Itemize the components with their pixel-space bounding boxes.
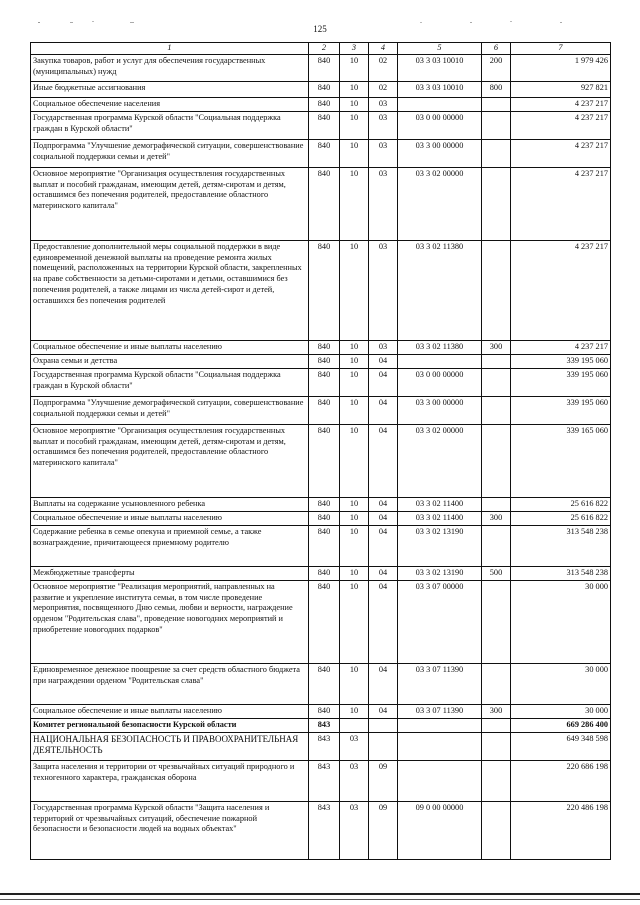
- ministry-code-cell: 840: [309, 354, 340, 368]
- ministry-code-cell: 840: [309, 396, 340, 424]
- expense-type-code-cell: [482, 354, 511, 368]
- row-name-cell: Охрана семьи и детства: [31, 354, 309, 368]
- target-article-code-cell: 03 3 00 00000: [398, 139, 482, 167]
- section-code-cell: 03: [340, 801, 369, 859]
- ministry-code-cell: 840: [309, 340, 340, 354]
- ministry-code-cell: 840: [309, 704, 340, 718]
- target-article-code-cell: 03 3 03 10010: [398, 81, 482, 97]
- target-article-code-cell: 03 0 00 00000: [398, 368, 482, 396]
- expense-type-code-cell: [482, 718, 511, 732]
- expense-type-code-cell: [482, 424, 511, 497]
- subsection-code-cell: 02: [369, 81, 398, 97]
- row-name-cell: Социальное обеспечение и иные выплаты населению: [31, 340, 309, 354]
- table-row: [31, 139, 611, 167]
- table-row: [31, 525, 611, 566]
- amount-cell: 220 686 198: [511, 760, 611, 801]
- subsection-code-cell: 03: [369, 97, 398, 111]
- subsection-code-cell: 03: [369, 111, 398, 139]
- ministry-code-cell: 843: [309, 801, 340, 859]
- amount-cell: 4 237 217: [511, 97, 611, 111]
- amount-cell: 1 979 426: [511, 54, 611, 81]
- expense-type-code-cell: [482, 525, 511, 566]
- amount-cell: 313 548 238: [511, 525, 611, 566]
- column-header: 6: [482, 43, 511, 55]
- target-article-code-cell: 03 3 02 00000: [398, 167, 482, 240]
- column-number-row: [31, 43, 611, 55]
- amount-cell: 339 165 060: [511, 424, 611, 497]
- table-row: [31, 732, 611, 760]
- subsection-code-cell: 03: [369, 139, 398, 167]
- subsection-code-cell: 03: [369, 240, 398, 340]
- expense-type-code-cell: 500: [482, 566, 511, 580]
- subsection-code-cell: 09: [369, 760, 398, 801]
- expense-type-code-cell: [482, 732, 511, 760]
- column-header: 1: [31, 43, 309, 55]
- ministry-code-cell: 840: [309, 111, 340, 139]
- table-row: [31, 580, 611, 663]
- target-article-code-cell: 03 3 02 11380: [398, 240, 482, 340]
- column-header: 5: [398, 43, 482, 55]
- expense-type-code-cell: [482, 760, 511, 801]
- ministry-code-cell: 840: [309, 97, 340, 111]
- section-code-cell: 10: [340, 54, 369, 81]
- target-article-code-cell: 03 3 07 11390: [398, 704, 482, 718]
- target-article-code-cell: [398, 718, 482, 732]
- target-article-code-cell: 03 3 02 00000: [398, 424, 482, 497]
- expense-type-code-cell: [482, 396, 511, 424]
- column-header: 4: [369, 43, 398, 55]
- amount-cell: 220 486 198: [511, 801, 611, 859]
- table-row: [31, 497, 611, 511]
- row-name-cell: Государственная программа Курской области "Защита населения и территорий от чрезвычайных ситуаций, обеспечение пожарной безопасности и безопасности людей на водных объектах": [31, 801, 309, 859]
- column-header: 7: [511, 43, 611, 55]
- row-name-cell: Основное мероприятие "Организация осуществления государственных выплат и пособий гражданам, имеющим детей, детям-сиротам и детям, оставшимся без попечения родителей, предоставление областного материнского капитала": [31, 424, 309, 497]
- target-article-code-cell: 03 3 07 11390: [398, 663, 482, 704]
- ministry-code-cell: 840: [309, 167, 340, 240]
- subsection-code-cell: 02: [369, 54, 398, 81]
- section-code-cell: 10: [340, 111, 369, 139]
- target-article-code-cell: [398, 760, 482, 801]
- expense-type-code-cell: 300: [482, 704, 511, 718]
- target-article-code-cell: 03 3 02 13190: [398, 525, 482, 566]
- ministry-code-cell: 840: [309, 566, 340, 580]
- target-article-code-cell: 03 3 02 11400: [398, 511, 482, 525]
- expense-type-code-cell: 300: [482, 340, 511, 354]
- ministry-code-cell: 840: [309, 663, 340, 704]
- row-name-cell: Выплаты на содержание усыновленного ребенка: [31, 497, 309, 511]
- ministry-code-cell: 840: [309, 240, 340, 340]
- ministry-code-cell: 840: [309, 580, 340, 663]
- ministry-code-cell: 843: [309, 760, 340, 801]
- subsection-code-cell: 04: [369, 566, 398, 580]
- target-article-code-cell: 03 3 02 13190: [398, 566, 482, 580]
- row-name-cell: Комитет региональной безопасности Курской области: [31, 718, 309, 732]
- amount-cell: 927 821: [511, 81, 611, 97]
- target-article-code-cell: [398, 354, 482, 368]
- subsection-code-cell: 03: [369, 340, 398, 354]
- subsection-code-cell: 04: [369, 704, 398, 718]
- column-header: 3: [340, 43, 369, 55]
- amount-cell: 4 237 217: [511, 340, 611, 354]
- table-row: [31, 340, 611, 354]
- expense-type-code-cell: [482, 167, 511, 240]
- section-code-cell: 10: [340, 663, 369, 704]
- section-code-cell: 10: [340, 566, 369, 580]
- table-row: [31, 718, 611, 732]
- subsection-code-cell: 04: [369, 525, 398, 566]
- table-row: [31, 663, 611, 704]
- table-row: [31, 167, 611, 240]
- target-article-code-cell: 03 3 02 11380: [398, 340, 482, 354]
- expense-type-code-cell: [482, 663, 511, 704]
- amount-cell: 30 000: [511, 704, 611, 718]
- section-code-cell: 03: [340, 760, 369, 801]
- amount-cell: 649 348 598: [511, 732, 611, 760]
- section-code-cell: 03: [340, 732, 369, 760]
- section-code-cell: 10: [340, 525, 369, 566]
- table-row: [31, 368, 611, 396]
- row-name-cell: Межбюджетные трансферты: [31, 566, 309, 580]
- amount-cell: 4 237 217: [511, 167, 611, 240]
- amount-cell: 25 616 822: [511, 511, 611, 525]
- expense-type-code-cell: [482, 580, 511, 663]
- row-name-cell: Закупка товаров, работ и услуг для обеспечения государственных (муниципальных) нужд: [31, 54, 309, 81]
- budget-table: [30, 42, 611, 860]
- ministry-code-cell: 843: [309, 732, 340, 760]
- amount-cell: 339 195 060: [511, 396, 611, 424]
- section-code-cell: 10: [340, 240, 369, 340]
- row-name-cell: Подпрограмма "Улучшение демографической ситуации, совершенствование социальной поддержки семьи и детей": [31, 396, 309, 424]
- subsection-code-cell: 04: [369, 424, 398, 497]
- subsection-code-cell: 04: [369, 511, 398, 525]
- section-code-cell: 10: [340, 167, 369, 240]
- section-code-cell: 10: [340, 704, 369, 718]
- subsection-code-cell: 04: [369, 368, 398, 396]
- section-code-cell: 10: [340, 354, 369, 368]
- target-article-code-cell: [398, 732, 482, 760]
- table-row: [31, 511, 611, 525]
- amount-cell: 25 616 822: [511, 497, 611, 511]
- section-code-cell: 10: [340, 139, 369, 167]
- section-code-cell: 10: [340, 396, 369, 424]
- section-code-cell: 10: [340, 368, 369, 396]
- page-number: 125: [313, 24, 327, 34]
- section-code-cell: 10: [340, 424, 369, 497]
- expense-type-code-cell: [482, 97, 511, 111]
- subsection-code-cell: [369, 732, 398, 760]
- subsection-code-cell: [369, 718, 398, 732]
- expense-type-code-cell: [482, 368, 511, 396]
- ministry-code-cell: 840: [309, 54, 340, 81]
- table-row: [31, 704, 611, 718]
- table-row: [31, 54, 611, 81]
- target-article-code-cell: 03 3 07 00000: [398, 580, 482, 663]
- subsection-code-cell: 04: [369, 396, 398, 424]
- table-row: [31, 396, 611, 424]
- expense-type-code-cell: [482, 139, 511, 167]
- subsection-code-cell: 03: [369, 167, 398, 240]
- row-name-cell: Защита населения и территории от чрезвычайных ситуаций природного и техногенного характера, гражданская оборона: [31, 760, 309, 801]
- target-article-code-cell: 09 0 00 00000: [398, 801, 482, 859]
- amount-cell: 669 286 400: [511, 718, 611, 732]
- amount-cell: 4 237 217: [511, 139, 611, 167]
- ministry-code-cell: 840: [309, 424, 340, 497]
- ministry-code-cell: 843: [309, 718, 340, 732]
- row-name-cell: Государственная программа Курской области "Социальная поддержка граждан в Курской области": [31, 111, 309, 139]
- section-code-cell: 10: [340, 81, 369, 97]
- row-name-cell: Основное мероприятие "Организация осуществления государственных выплат и пособий гражданам, имеющим детей, детям-сиротам и детям, оставшимся без попечения родителей, предоставление областного материнского капитала": [31, 167, 309, 240]
- expense-type-code-cell: [482, 497, 511, 511]
- table-row: [31, 760, 611, 801]
- page-bottom-border: [0, 893, 640, 895]
- amount-cell: 30 000: [511, 663, 611, 704]
- subsection-code-cell: 09: [369, 801, 398, 859]
- amount-cell: 313 548 238: [511, 566, 611, 580]
- expense-type-code-cell: 200: [482, 54, 511, 81]
- row-name-cell: Социальное обеспечение населения: [31, 97, 309, 111]
- target-article-code-cell: 03 3 03 10010: [398, 54, 482, 81]
- table-row: [31, 801, 611, 859]
- target-article-code-cell: 03 3 00 00000: [398, 396, 482, 424]
- ministry-code-cell: 840: [309, 497, 340, 511]
- ministry-code-cell: 840: [309, 525, 340, 566]
- ministry-code-cell: 840: [309, 368, 340, 396]
- row-name-cell: Социальное обеспечение и иные выплаты населению: [31, 704, 309, 718]
- row-name-cell: Подпрограмма "Улучшение демографической ситуации, совершенствование социальной поддержки семьи и детей": [31, 139, 309, 167]
- ministry-code-cell: 840: [309, 139, 340, 167]
- section-code-cell: 10: [340, 97, 369, 111]
- section-code-cell: 10: [340, 497, 369, 511]
- scan-noise: [0, 12, 640, 18]
- row-name-cell: Основное мероприятие "Реализация мероприятий, направленных на развитие и укрепление института семьи, в том числе проведение мероприятия, посвященного Дню семьи, любви и верности, награждение орденом "Родительская слава", проведение новогодних мероприятий и приобретение новогодних подарков": [31, 580, 309, 663]
- amount-cell: 339 195 060: [511, 354, 611, 368]
- row-name-cell: Единовременное денежное поощрение за счет средств областного бюджета при награждении орденом "Родительская слава": [31, 663, 309, 704]
- section-code-cell: 10: [340, 580, 369, 663]
- row-name-cell: Социальное обеспечение и иные выплаты населению: [31, 511, 309, 525]
- subsection-code-cell: 04: [369, 354, 398, 368]
- subsection-code-cell: 04: [369, 663, 398, 704]
- table-row: [31, 111, 611, 139]
- row-name-cell: Иные бюджетные ассигнования: [31, 81, 309, 97]
- table-row: [31, 240, 611, 340]
- expense-type-code-cell: [482, 240, 511, 340]
- table-row: [31, 81, 611, 97]
- subsection-code-cell: 04: [369, 497, 398, 511]
- row-name-cell: Государственная программа Курской области "Социальная поддержка граждан в Курской области": [31, 368, 309, 396]
- amount-cell: 4 237 217: [511, 240, 611, 340]
- amount-cell: 4 237 217: [511, 111, 611, 139]
- row-name-cell: НАЦИОНАЛЬНАЯ БЕЗОПАСНОСТЬ И ПРАВООХРАНИТЕЛЬНАЯ ДЕЯТЕЛЬНОСТЬ: [31, 732, 309, 760]
- target-article-code-cell: [398, 97, 482, 111]
- section-code-cell: [340, 718, 369, 732]
- subsection-code-cell: 04: [369, 580, 398, 663]
- ministry-code-cell: 840: [309, 511, 340, 525]
- page-bottom-border-thin: [0, 899, 640, 900]
- amount-cell: 30 000: [511, 580, 611, 663]
- target-article-code-cell: 03 3 02 11400: [398, 497, 482, 511]
- expense-type-code-cell: 300: [482, 511, 511, 525]
- ministry-code-cell: 840: [309, 81, 340, 97]
- expense-type-code-cell: [482, 111, 511, 139]
- table-row: [31, 97, 611, 111]
- table-row: [31, 354, 611, 368]
- expense-type-code-cell: [482, 801, 511, 859]
- amount-cell: 339 195 060: [511, 368, 611, 396]
- column-header: 2: [309, 43, 340, 55]
- row-name-cell: Предоставление дополнительной меры социальной поддержки в виде единовременной денежной выплаты на проведение ремонта жилых помещений, расположенных на территории Курской области, закрепленных на праве собственности за детьми-сиротами и детьми, оставшимися без попечения родителей, а также лицами из числа детей-сирот и детей, оставшихся без попечения родителей: [31, 240, 309, 340]
- section-code-cell: 10: [340, 340, 369, 354]
- table-row: [31, 566, 611, 580]
- row-name-cell: Содержание ребенка в семье опекуна и приемной семье, а также вознаграждение, причитающееся приемному родителю: [31, 525, 309, 566]
- section-code-cell: 10: [340, 511, 369, 525]
- target-article-code-cell: 03 0 00 00000: [398, 111, 482, 139]
- expense-type-code-cell: 800: [482, 81, 511, 97]
- table-row: [31, 424, 611, 497]
